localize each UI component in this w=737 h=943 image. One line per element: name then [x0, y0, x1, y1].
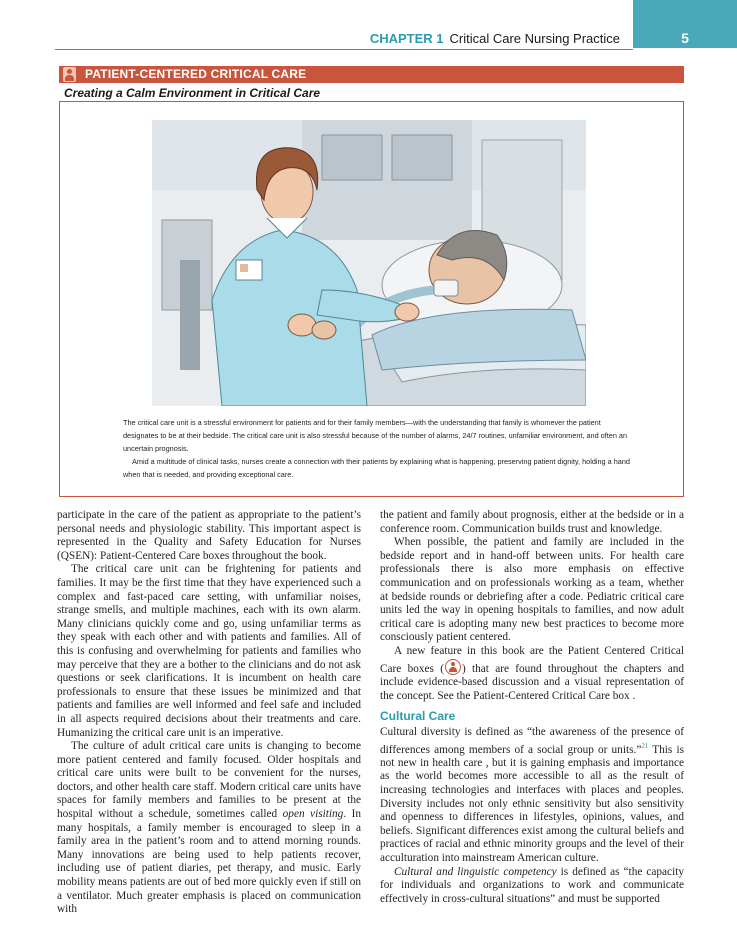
header-rule — [55, 49, 633, 50]
reference-superscript[interactable]: 21 — [641, 741, 649, 750]
body-paragraph: participate in the care of the patient as appropriate to the patient’s personal needs and physiologic stability. This important aspect is represented in the Quality and Safety Education for Nurses (QSEN): Patient-Centered Care boxes throughout the book. — [57, 509, 361, 562]
person-icon — [63, 67, 76, 82]
body-paragraph: the patient and family about prognosis, either at the bedside or in a conference room. Communication builds trust and knowledge. — [380, 509, 684, 535]
competency-term: Cultural and linguistic competency — [394, 865, 557, 878]
body-paragraph: Cultural and linguistic competency is defined as “the capacity for individuals and organizations to work and communicate effectively in cross-cultural situations” and must be supported — [380, 865, 684, 905]
body-paragraph: A new feature in this book are the Patient Centered Critical Care boxes ( ) that are found throughout the chapters and include evidence-based discussion and a visual representation of the concept. See the Patient-Centered Critical Care box . — [380, 644, 685, 702]
body-paragraph: Cultural diversity is defined as “the awareness of the presence of differences among members of a social group or units.”$^{21}$ This is not new in health care , but it is gaining emphasis and importance as the world becomes more accessible to all as the result of increasing technologies and interfaces with places and peoples. Diversity includes not only ethnic sensitivity but also sensitivity and openness to differences in lifestyles, opinions, values, and beliefs. Significant differences exist among the cultural beliefs and practices of racial and ethnic minority groups and the level of their acculturation into mainstream American culture. — [380, 725, 684, 865]
chapter-label: CHAPTER 1 — [369, 31, 444, 46]
open-visiting-term: open visiting — [282, 808, 344, 821]
patient-centered-icon — [445, 659, 461, 675]
chapter-title: Critical Care Nursing Practice — [449, 31, 620, 46]
page-number: 5 — [681, 30, 689, 46]
section-heading: Cultural Care — [380, 709, 456, 724]
box-title: PATIENT-CENTERED CRITICAL CARE — [85, 67, 307, 81]
left-column — [57, 509, 361, 917]
running-head — [0, 30, 737, 50]
figure-caption — [123, 416, 638, 481]
right-column — [380, 509, 684, 906]
chapter-heading — [370, 31, 620, 46]
body-paragraph: The critical care unit can be frightening for patients and families. It may be the first time that they have experienced such a complex and fast-paced care setting, with unfamiliar noises, strange smells, and multiple machines, each with its own alarm. Many clinicians quickly come and go, using unfamiliar terms as they speak with each other and with patients and families. All of this is confusing and overwhelming for patients and families who may perceive that they are a bother to the clinicians and do not ask questions or seek clarifications. It is incumbent on health care professionals to ensure that these issues be minimized and that patients and families are well informed and feel safe and included in all aspects required decisions about their treatments and care. Humanizing the critical care unit is an imperative. — [57, 563, 361, 739]
caption-paragraph: Amid a multitude of clinical tasks, nurses create a connection with their patients by explaining what is happening, preserving patient dignity, holding a hand when that is needed, and providing exceptional care. — [123, 457, 630, 479]
caption-paragraph: The critical care unit is a stressful environment for patients and for their family members—with the understanding that family is whomever the patient designates to be at their bedside. The critical care unit is also stressful because of the number of alarms, 24/7 routines, unfamiliar environment, and often an uncertain prognosis. — [123, 418, 628, 453]
box-banner — [59, 66, 684, 83]
box-subtitle: Creating a Calm Environment in Critical Care — [64, 86, 321, 100]
body-paragraph: When possible, the patient and family are included in the bedside report and in hand-off between units. For health care professionals there is also more emphasis on effective communication and on professionals working as a team, whether at bedside rounds or debriefing after a code. Pediatric critical care units led the way in opening hospitals to families, and now adult critical care is adopting many new best practices to become more consciously patient centered. — [380, 536, 684, 644]
nurse-patient-illustration — [152, 120, 586, 406]
body-paragraph: The culture of adult critical care units is changing to become more patient centered and family focused. Older hospitals and critical care units were built to be convenient for the nurses, doctors, and other health care staff. Modern critical care units have spaces for family members and families to be present at the hospital without a schedule, sometimes called open visiting. In many hospitals, a family member is encouraged to sleep in a family area in the patient’s room and to attend morning rounds. Many innovations are being used to help patients recover, including use of patient diaries, pet therapy, and music. Early mobility means patients are out of bed more quickly even if still on a ventilator. Much greater emphasis is placed on communication with — [57, 740, 361, 916]
